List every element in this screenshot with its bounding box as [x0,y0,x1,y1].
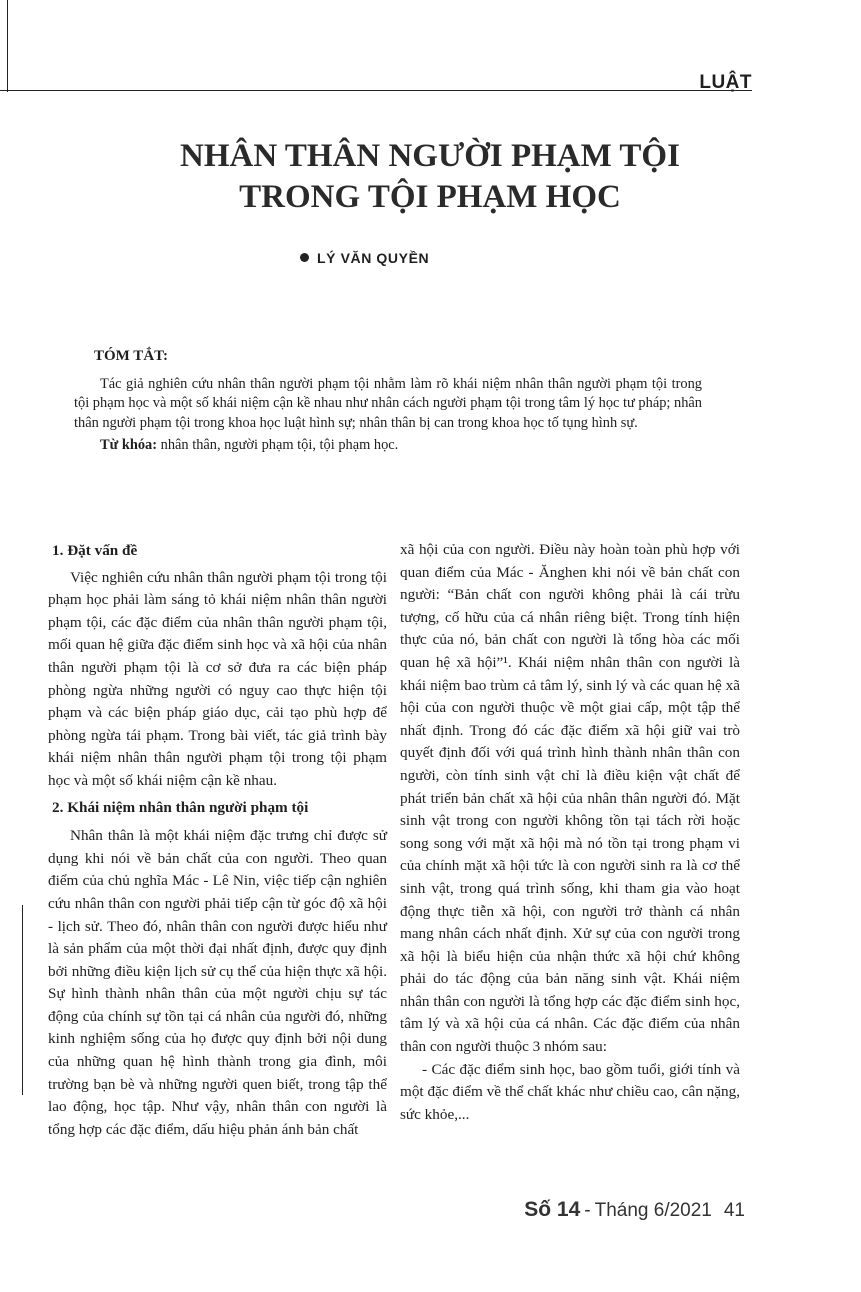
paragraph: xã hội của con người. Điều này hoàn toàn phù hợp với quan điểm của Mác - Ănghen khi nói về bản chất con người: “Bản chất con người không phải là cái trừu tượng, cố hữu của cá nhân riêng biệt. Trong tính hiện thực của nó, bản chất con người là tổng hòa các mối quan hệ xã hội”¹. Khái niệm nhân thân con người là khái niệm bao trùm cả tâm lý, sinh lý và các quan hệ xã hội của con người thuộc về một giai cấp, một tập thể nhất định. Trong đó các đặc điểm xã hội giữ vai trò quyết định đối với quá trình hình thành nhân thân con người, còn tính sinh vật chỉ là điều kiện vật chất để phát triển bản chất xã hội của nhân thân người đó. Mặt sinh vật trong con người không tồn tại tách rời hoặc song song với mặt xã hội mà nó tồn tại trong phạm vi của chính mặt xã hội tức là con người sinh ra là cơ thể sinh vật, trong quá trình sống, khi tham gia vào hoạt động thực tiễn xã hội, con người trở thành cá nhân mang nhân cách nhất định. Xử sự của con người trong xã hội là biểu hiện của nhận thức xã hội chứ không phải do tác động của bản năng sinh vật. Khái niệm nhân thân con người là tổng hợp các đặc điểm sinh học, tâm lý và xã hội của cá nhân. Các đặc điểm của nhân thân con người thuộc 3 nhóm sau: [400,541,740,1056]
issue-number: Số 14 [524,1198,581,1221]
author-byline [300,250,500,266]
left-column [48,540,387,1141]
header-rule [0,90,752,91]
right-column [400,539,740,1126]
column-margin-mark [22,905,23,1095]
title-line-1: NHÂN THÂN NGƯỜI PHẠM TỘI [180,138,680,174]
keywords-text: nhân thân, người phạm tội, tội phạm học. [160,437,399,454]
paragraph: - Các đặc điểm sinh học, bao gồm tuổi, giới tính và một đặc điểm về thể chất khác như chiều cao, cân nặng, sức khỏe,... [400,1060,740,1123]
section-tag: LUẬT [699,72,752,93]
page-footer [500,1198,745,1222]
abstract-text: Tác giả nghiên cứu nhân thân người phạm tội nhằm làm rõ khái niệm nhân thân người phạm tội trong tội phạm học và một số khái niệm cận kề nhau như nhân cách người phạm tội trong tâm lý học tư pháp; nhân thân người phạm tội trong khoa học luật hình sự; nhân thân bị can trong khoa học tố tụng hình sự. [74,375,702,431]
keywords-label: Từ khóa: [100,437,158,454]
issue-date: Tháng 6/2021 [594,1200,712,1221]
abstract [74,347,702,456]
author-name: LÝ VĂN QUYỀN [317,250,430,266]
paragraph: Nhân thân là một khái niệm đặc trưng chỉ được sử dụng khi nói về bản chất của con người. Theo quan điểm của chủ nghĩa Mác - Lê Nin, việc tiếp cận nghiên cứu nhân thân con người phải tiếp cận từ góc độ xã hội - lịch sử. Theo đó, nhân thân con người được hiểu như là sản phẩm của một thời đại nhất định, được quy định bởi những điều kiện lịch sử cụ thể của hiện thực xã hội. Sự hình thành nhân thân của một người chịu sự tác động của chính sự tồn tại cá nhân của người đó, những kinh nghiệm sống của họ được quy định bởi nội dung của những quan hệ hình thành trong gia đình, môi trường bạn bè và những người quen biết, trong tập thể lao động, học tập. Như vậy, nhân thân con người là tổng hợp các đặc điểm, dấu hiệu phản ánh bản chất [48,827,387,1138]
paragraph: Việc nghiên cứu nhân thân người phạm tội trong tội phạm học phải làm sáng tỏ khái niệm nhân thân người phạm tội, các đặc điểm của nhân thân người phạm tội, mối quan hệ giữa đặc điểm sinh học và xã hội của nhân thân người phạm tội là cơ sở đưa ra các biện pháp phòng ngừa những người có nguy cao thực hiện tội phạm và các biện pháp giáo dục, cải tạo phù hợp để phòng ngừa tái phạm. Trong bài viết, tác giả trình bày khái niệm nhân thân người phạm tội trong tội phạm học và một số khái niệm cận kề nhau. [48,568,387,789]
section-heading-1: 1. Đặt vấn đề [52,542,138,559]
abstract-heading: TÓM TẮT: [94,348,169,364]
page-number: 41 [723,1200,745,1221]
title-line-2: TRONG TỘI PHẠM HỌC [239,179,621,215]
bullet-icon [300,253,309,262]
keywords [74,436,702,456]
footer-separator: - [584,1200,591,1221]
header-left-mark [7,0,8,92]
article-title [80,136,780,218]
section-heading-2: 2. Khái niệm nhân thân người phạm tội [52,798,309,816]
